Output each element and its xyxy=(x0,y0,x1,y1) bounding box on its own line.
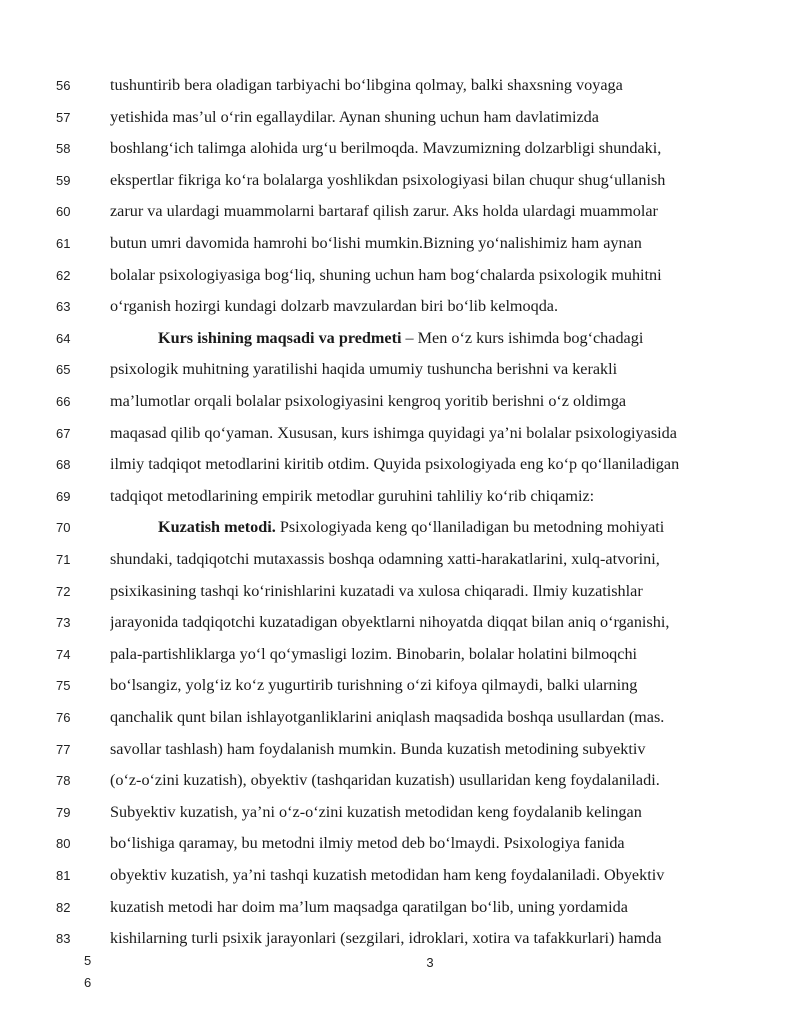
line-number: 60 xyxy=(56,204,71,220)
page-number: 3 xyxy=(426,955,434,970)
line-number: 80 xyxy=(56,836,71,852)
text-line xyxy=(0,576,800,608)
text-line xyxy=(0,449,800,481)
line-text: o‘rganish hozirgi kundagi dolzarb mavzulardan biri bo‘lib kelmoqda. xyxy=(110,297,559,316)
footer-line-number: 5 xyxy=(84,953,92,968)
line-text: (o‘z-o‘zini kuzatish), obyektiv (tashqaridan kuzatish) usullaridan keng foydalaniladi. xyxy=(110,771,660,790)
text-line xyxy=(0,702,800,734)
line-number: 59 xyxy=(56,172,71,188)
text-line xyxy=(0,828,800,860)
line-number: 71 xyxy=(56,552,71,567)
line-text: bo‘lishiga qaramay, bu metodni ilmiy metod deb bo‘lmaydi. Psixologiya fanida xyxy=(110,834,625,853)
line-text: boshlang‘ich talimga alohida urg‘u berilmoqda. Mavzumizning dolzarbligi shundaki, xyxy=(110,139,662,158)
line-number: 62 xyxy=(56,267,71,283)
line-number: 77 xyxy=(56,741,71,757)
line-text: obyektiv kuzatish, ya’ni tashqi kuzatish metodidan ham keng foydalaniladi. Obyektiv xyxy=(110,866,665,884)
line-number: 73 xyxy=(56,615,71,631)
line-text: kuzatish metodi har doim ma’lum maqsadga qaratilgan bo‘lib, uning yordamida xyxy=(110,897,628,916)
line-number: 66 xyxy=(56,394,71,409)
footer-line-number: 6 xyxy=(84,975,92,990)
line-number: 65 xyxy=(56,362,71,378)
bold-heading: Kurs ishining maqsadi va predmeti xyxy=(158,328,402,347)
line-number: 79 xyxy=(56,804,71,820)
line-text xyxy=(158,323,744,355)
line-text: Subyektiv kuzatish, ya’ni o‘z-o‘zini kuzatish metodidan keng foydalanib kelingan xyxy=(110,802,642,821)
line-number: 75 xyxy=(56,678,71,694)
text-line xyxy=(0,323,800,355)
line-text: psixologik muhitning yaratilishi haqida umumiy tushuncha berishni va kerakli xyxy=(110,360,618,379)
text-line xyxy=(0,386,800,418)
text-line xyxy=(0,639,800,671)
line-text: savollar tashlash) ham foydalanish mumkin. Bunda kuzatish metodining subyektiv xyxy=(110,739,646,758)
line-number: 57 xyxy=(56,109,71,125)
text-line xyxy=(0,260,800,292)
text-line xyxy=(0,860,800,892)
line-number: 81 xyxy=(56,868,71,883)
text-line xyxy=(0,892,800,924)
line-text: butun umri davomida hamrohi bo‘lishi mumkin.Bizning yo‘nalishimiz ham aynan xyxy=(110,234,642,252)
line-text-rest: – Men o‘z kurs ishimda bog‘chadagi xyxy=(401,328,644,347)
line-number: 74 xyxy=(56,646,71,662)
line-text: jarayonida tadqiqotchi kuzatadigan obyektlarni nihoyatda diqqat bilan aniq o‘rganishi, xyxy=(110,613,670,632)
line-text: tushuntirib bera oladigan tarbiyachi bo‘libgina qolmay, balki shaxsning voyaga xyxy=(110,76,623,94)
text-line xyxy=(0,765,800,797)
line-text: tadqiqot metodlarining empirik metodlar guruhini tahliliy ko‘rib chiqamiz: xyxy=(110,486,595,505)
line-number: 70 xyxy=(56,520,71,536)
text-line xyxy=(0,670,800,702)
text-line xyxy=(0,165,800,197)
line-text: ma’lumotlar orqali bolalar psixologiyasini kengroq yoritib berishni o‘z oldimga xyxy=(110,392,627,410)
text-line xyxy=(0,923,800,955)
line-text: bolalar psixologiyasiga bog‘liq, shuning uchun ham bog‘chalarda psixologik muhitni xyxy=(110,265,662,284)
line-text-rest: Psixologiyada keng qo‘llaniladigan bu metodning mohiyati xyxy=(275,518,665,537)
text-line xyxy=(0,481,800,513)
line-number: 68 xyxy=(56,457,71,473)
text-line xyxy=(0,734,800,766)
text-line xyxy=(0,418,800,450)
line-number: 76 xyxy=(56,710,71,725)
line-text xyxy=(158,512,744,544)
text-line xyxy=(0,291,800,323)
line-number: 64 xyxy=(56,330,71,346)
text-line xyxy=(0,228,800,260)
text-line xyxy=(0,133,800,165)
text-line xyxy=(0,70,800,102)
line-number: 67 xyxy=(56,425,71,441)
text-line xyxy=(0,607,800,639)
text-line xyxy=(0,512,800,544)
line-number: 72 xyxy=(56,583,71,599)
line-text: kishilarning turli psixik jarayonlari (sezgilari, idroklari, xotira va tafakkurlari) hamda xyxy=(110,929,662,948)
line-text: qanchalik qunt bilan ishlayotganliklarini aniqlash maqsadida boshqa usullardan (mas. xyxy=(110,708,665,726)
line-number: 69 xyxy=(56,488,71,504)
text-line xyxy=(0,354,800,386)
line-text: zarur va ulardagi muammolarni bartaraf qilish zarur. Aks holda ulardagi muammolar xyxy=(110,202,658,221)
text-line xyxy=(0,102,800,134)
line-number: 63 xyxy=(56,299,71,315)
line-number: 56 xyxy=(56,78,71,93)
line-number: 61 xyxy=(56,236,71,251)
line-text: psixikasining tashqi ko‘rinishlarini kuzatadi va xulosa chiqaradi. Ilmiy kuzatishlar xyxy=(110,581,643,600)
line-text: ekspertlar fikriga ko‘ra bolalarga yoshlikdan psixologiyasi bilan chuqur shug‘ullanish xyxy=(110,170,666,189)
line-text: bo‘lsangiz, yolg‘iz ko‘z yugurtirib turishning o‘zi kifoya qilmaydi, balki ularning xyxy=(110,676,638,695)
text-line xyxy=(0,797,800,829)
line-text: pala-partishliklarga yo‘l qo‘ymasligi lozim. Binobarin, bolalar holatini bilmoqchi xyxy=(110,644,638,663)
line-number: 58 xyxy=(56,141,71,157)
text-line xyxy=(0,544,800,576)
line-text: maqasad qilib qo‘yaman. Xususan, kurs ishimga quyidagi ya’ni bolalar psixologiyasida xyxy=(110,423,677,442)
line-text: yetishida mas’ul o‘rin egallaydilar. Aynan shuning uchun ham davlatimizda xyxy=(110,107,599,126)
line-text: ilmiy tadqiqot metodlarini kiritib otdim. Quyida psixologiyada eng ko‘p qo‘llaniladigan xyxy=(110,455,680,474)
bold-heading: Kuzatish metodi. xyxy=(158,518,276,537)
text-line xyxy=(0,196,800,228)
line-text: shundaki, tadqiqotchi mutaxassis boshqa odamning xatti-harakatlarini, xulq-atvorini, xyxy=(110,550,660,568)
line-number: 83 xyxy=(56,931,71,947)
line-number: 78 xyxy=(56,773,71,789)
line-number: 82 xyxy=(56,899,71,915)
